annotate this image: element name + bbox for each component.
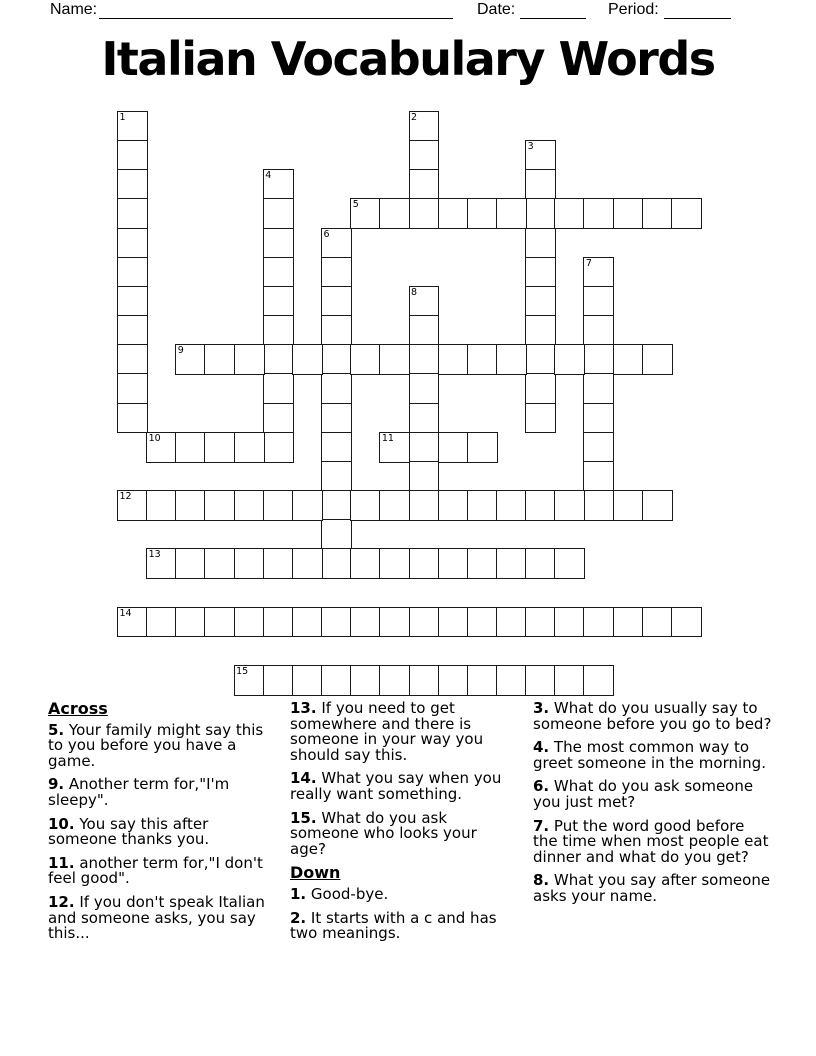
grid-cell[interactable]	[175, 490, 206, 521]
clue-15: 15. What do you ask someone who looks your age?	[290, 808, 477, 858]
grid-cell[interactable]	[409, 461, 440, 492]
clue-number: 6	[323, 228, 330, 240]
grid-cell[interactable]	[613, 490, 644, 521]
across-heading: Across	[48, 699, 108, 718]
grid-cell[interactable]	[525, 286, 556, 317]
grid-cell[interactable]	[321, 344, 352, 375]
grid-cell[interactable]	[292, 344, 323, 375]
grid-cell[interactable]	[496, 344, 527, 375]
grid-cell[interactable]	[467, 607, 498, 638]
grid-cell[interactable]	[554, 548, 585, 579]
grid-cell[interactable]	[321, 315, 352, 346]
clue-7: 7. Put the word good before the time when most people eat dinner and what do you get?	[533, 816, 769, 866]
grid-cell[interactable]	[263, 228, 294, 259]
clue-10: 10. You say this after someone thanks you.	[48, 814, 210, 849]
grid-cell[interactable]	[525, 607, 556, 638]
grid-cell[interactable]	[642, 344, 673, 375]
date-label: Date:	[477, 1, 516, 18]
clue-number: 1	[119, 112, 126, 123]
grid-cell[interactable]	[467, 432, 498, 463]
grid-cell[interactable]	[525, 140, 556, 171]
grid-cell[interactable]	[613, 344, 644, 375]
grid-cell[interactable]	[409, 403, 440, 434]
grid-cell[interactable]	[642, 607, 673, 638]
grid-cell[interactable]	[409, 373, 440, 404]
grid-cell[interactable]	[263, 344, 294, 375]
grid-cell[interactable]	[146, 548, 177, 579]
grid-cell[interactable]	[321, 461, 352, 492]
grid-cell[interactable]	[554, 198, 585, 229]
grid-cell[interactable]	[117, 315, 148, 346]
grid-cell[interactable]	[525, 665, 556, 696]
grid-cell[interactable]	[321, 286, 352, 317]
grid-cell[interactable]	[350, 198, 381, 229]
grid-cell[interactable]	[321, 548, 352, 579]
grid-cell[interactable]	[554, 607, 585, 638]
grid-cell[interactable]	[292, 607, 323, 638]
grid-cell[interactable]	[438, 344, 469, 375]
grid-cell[interactable]	[379, 548, 410, 579]
clue-2: 2. It starts with a c and has two meanings.	[290, 908, 497, 943]
grid-cell[interactable]	[234, 665, 265, 696]
grid-cell[interactable]	[379, 344, 410, 375]
clue-number: 9	[177, 345, 184, 357]
grid-cell[interactable]	[321, 257, 352, 288]
grid-cell[interactable]	[204, 344, 235, 375]
grid-cell[interactable]	[175, 432, 206, 463]
clue-number: 10	[148, 432, 161, 444]
grid-cell[interactable]	[204, 548, 235, 579]
grid-cell[interactable]	[234, 607, 265, 638]
grid-cell[interactable]	[350, 665, 381, 696]
grid-cell[interactable]	[409, 169, 440, 200]
grid-cell[interactable]	[583, 257, 614, 288]
grid-cell[interactable]	[234, 344, 265, 375]
clue-number: 7	[585, 257, 592, 269]
grid-cell[interactable]	[379, 432, 410, 463]
grid-cell[interactable]	[321, 432, 352, 463]
grid-cell[interactable]	[496, 490, 527, 521]
grid-cell[interactable]	[321, 228, 352, 259]
grid-cell[interactable]	[583, 403, 614, 434]
grid-cell[interactable]	[263, 315, 294, 346]
grid-cell[interactable]	[146, 490, 177, 521]
grid-cell[interactable]	[554, 665, 585, 696]
grid-cell[interactable]	[263, 665, 294, 696]
clue-number: 13	[148, 549, 161, 561]
grid-cell[interactable]	[350, 344, 381, 375]
grid-cell[interactable]	[438, 607, 469, 638]
grid-cell[interactable]	[379, 665, 410, 696]
grid-cell[interactable]	[263, 432, 294, 463]
grid-cell[interactable]	[117, 490, 148, 521]
clue-number: 11	[381, 432, 394, 444]
grid-cell[interactable]	[321, 490, 352, 521]
grid-cell[interactable]	[263, 169, 294, 200]
grid-cell[interactable]	[583, 432, 614, 463]
grid-cell[interactable]	[263, 607, 294, 638]
grid-cell[interactable]	[438, 490, 469, 521]
grid-cell[interactable]	[467, 665, 498, 696]
grid-cell[interactable]	[117, 403, 148, 434]
grid-cell[interactable]	[204, 432, 235, 463]
name-blank-line[interactable]	[99, 3, 453, 19]
grid-cell[interactable]	[525, 490, 556, 521]
grid-cell[interactable]	[671, 607, 702, 638]
grid-cell[interactable]	[525, 344, 556, 375]
name-label: Name:	[50, 1, 98, 18]
grid-cell[interactable]	[117, 607, 148, 638]
grid-cell[interactable]	[409, 607, 440, 638]
clue-5: 5. Your family might say this to you before you have a game.	[48, 720, 264, 770]
grid-cell[interactable]	[525, 228, 556, 259]
grid-cell[interactable]	[409, 490, 440, 521]
grid-cell[interactable]	[583, 373, 614, 404]
clue-number: 8	[411, 286, 418, 298]
grid-cell[interactable]	[409, 198, 440, 229]
grid-cell[interactable]	[671, 198, 702, 229]
grid-cell[interactable]	[409, 432, 440, 463]
grid-cell[interactable]	[350, 490, 381, 521]
grid-cell[interactable]	[409, 344, 440, 375]
grid-cell[interactable]	[263, 257, 294, 288]
grid-cell[interactable]	[175, 607, 206, 638]
grid-cell[interactable]	[583, 461, 614, 492]
grid-cell[interactable]	[117, 286, 148, 317]
clue-number: 2	[411, 112, 418, 123]
clue-number: 14	[119, 607, 132, 619]
grid-cell[interactable]	[583, 286, 614, 317]
grid-cell[interactable]	[525, 198, 556, 229]
clue-1: 1. Good-bye.	[290, 884, 389, 903]
grid-cell[interactable]	[525, 169, 556, 200]
clue-8: 8. What you say after someone asks your name.	[533, 871, 771, 905]
clue-number: 3	[527, 141, 534, 153]
grid-cell[interactable]	[321, 373, 352, 404]
clue-4: 4. The most common way to greet someone in the morning.	[533, 738, 766, 772]
grid-cell[interactable]	[525, 373, 556, 404]
grid-cell[interactable]	[263, 490, 294, 521]
grid-cell[interactable]	[583, 607, 614, 638]
clue-3: 3. What do you usually say to someone before you go to bed?	[533, 699, 772, 733]
grid-cell[interactable]	[613, 198, 644, 229]
grid-cell[interactable]	[467, 548, 498, 579]
clue-column-2	[290, 701, 514, 950]
grid-cell[interactable]	[117, 257, 148, 288]
grid-cell[interactable]	[525, 315, 556, 346]
period-blank-line[interactable]	[664, 3, 731, 19]
grid-cell[interactable]	[146, 432, 177, 463]
clue-number: 12	[119, 490, 132, 502]
clue-number: 4	[265, 170, 272, 182]
grid-cell[interactable]	[117, 140, 148, 171]
grid-cell[interactable]	[263, 373, 294, 404]
grid-cell[interactable]	[234, 548, 265, 579]
grid-cell[interactable]	[525, 403, 556, 434]
grid-cell[interactable]	[496, 198, 527, 229]
grid-cell[interactable]	[204, 607, 235, 638]
grid-cell[interactable]	[438, 432, 469, 463]
grid-cell[interactable]	[525, 257, 556, 288]
grid-cell[interactable]	[379, 607, 410, 638]
grid-cell[interactable]	[438, 198, 469, 229]
grid-cell[interactable]	[321, 519, 352, 550]
clue-13: 13. If you need to get somewhere and there is someone in your way you should say this.	[290, 699, 484, 764]
down-heading: Down	[290, 863, 341, 883]
grid-cell[interactable]	[117, 228, 148, 259]
grid-cell[interactable]	[642, 490, 673, 521]
grid-cell[interactable]	[583, 665, 614, 696]
grid-cell[interactable]	[409, 315, 440, 346]
grid-cell[interactable]	[234, 432, 265, 463]
grid-cell[interactable]	[379, 490, 410, 521]
grid-cell[interactable]	[350, 607, 381, 638]
grid-cell[interactable]	[409, 111, 440, 142]
grid-cell[interactable]	[204, 490, 235, 521]
grid-cell[interactable]	[350, 548, 381, 579]
period-label: Period:	[608, 1, 659, 18]
grid-cell[interactable]	[117, 344, 148, 375]
grid-cell[interactable]	[263, 403, 294, 434]
grid-cell[interactable]	[525, 548, 556, 579]
grid-cell[interactable]	[117, 169, 148, 200]
grid-cell[interactable]	[438, 548, 469, 579]
grid-cell[interactable]	[292, 665, 323, 696]
grid-cell[interactable]	[467, 490, 498, 521]
grid-cell[interactable]	[117, 373, 148, 404]
grid-cell[interactable]	[409, 140, 440, 171]
grid-cell[interactable]	[321, 607, 352, 638]
page-title: Italian Vocabulary Words	[101, 32, 715, 86]
grid-cell[interactable]	[117, 111, 148, 142]
clue-number: 5	[352, 199, 359, 211]
grid-cell[interactable]	[263, 548, 294, 579]
clue-12: 12. If you don't speak Italian and someone asks, you say this...	[48, 892, 265, 943]
clue-11: 11. another term for,"I don't feel good".	[48, 853, 263, 888]
crossword-grid	[117, 111, 700, 694]
grid-cell[interactable]	[292, 490, 323, 521]
grid-cell[interactable]	[583, 315, 614, 346]
clue-6: 6. What do you ask someone you just met?	[533, 777, 754, 811]
grid-cell[interactable]	[467, 344, 498, 375]
grid-cell[interactable]	[583, 490, 614, 521]
clue-column-1	[48, 701, 274, 950]
grid-cell[interactable]	[554, 344, 585, 375]
grid-cell[interactable]	[409, 286, 440, 317]
clue-number: 15	[236, 665, 249, 677]
clue-column-3	[533, 701, 773, 913]
grid-cell[interactable]	[409, 665, 440, 696]
grid-cell[interactable]	[496, 665, 527, 696]
grid-cell[interactable]	[613, 607, 644, 638]
grid-cell[interactable]	[409, 548, 440, 579]
grid-cell[interactable]	[496, 548, 527, 579]
grid-cell[interactable]	[263, 286, 294, 317]
grid-cell[interactable]	[263, 198, 294, 229]
grid-cell[interactable]	[175, 344, 206, 375]
grid-cell[interactable]	[583, 344, 614, 375]
grid-cell[interactable]	[554, 490, 585, 521]
grid-cell[interactable]	[496, 607, 527, 638]
grid-cell[interactable]	[467, 198, 498, 229]
grid-cell[interactable]	[117, 198, 148, 229]
grid-cell[interactable]	[175, 548, 206, 579]
clue-14: 14. What you say when you really want something.	[290, 769, 502, 803]
grid-cell[interactable]	[583, 198, 614, 229]
grid-cell[interactable]	[321, 403, 352, 434]
grid-cell[interactable]	[642, 198, 673, 229]
date-blank-line[interactable]	[520, 3, 586, 19]
clue-9: 9. Another term for,"I'm sleepy".	[48, 775, 230, 809]
grid-cell[interactable]	[234, 490, 265, 521]
grid-cell[interactable]	[321, 665, 352, 696]
grid-cell[interactable]	[292, 548, 323, 579]
grid-cell[interactable]	[379, 198, 410, 229]
grid-cell[interactable]	[146, 607, 177, 638]
grid-cell[interactable]	[438, 665, 469, 696]
